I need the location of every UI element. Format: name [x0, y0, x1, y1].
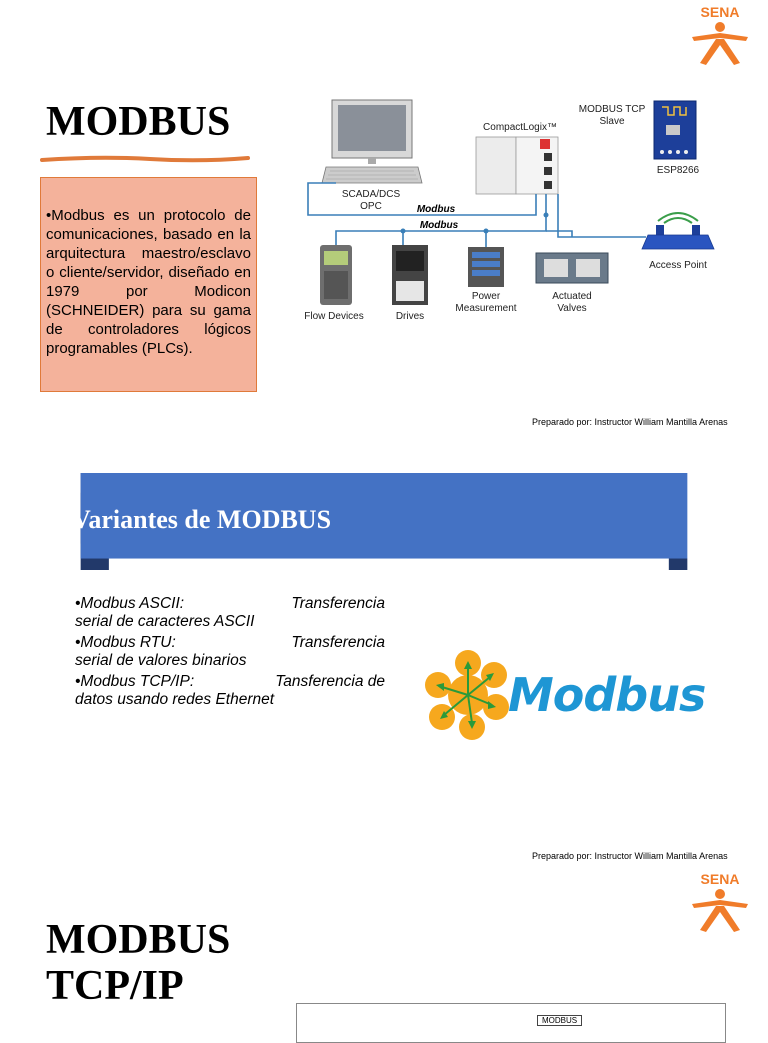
label-power-2: Measurement	[455, 303, 517, 314]
label-modbus-1: Modbus	[416, 204, 456, 215]
actuated-valves-icon	[536, 253, 608, 283]
label-modbus-2: Modbus	[419, 220, 459, 231]
label-compactlogix: CompactLogix™	[483, 122, 557, 133]
variant-rtu	[75, 634, 385, 669]
variant-name: •Modbus TCP/IP:	[75, 673, 195, 690]
modbus-network-diagram	[296, 97, 732, 347]
esp8266-icon	[654, 101, 696, 159]
access-point-icon	[642, 213, 714, 249]
label-esp: ESP8266	[656, 165, 700, 176]
slide3-title-line2: TCP/IP	[46, 963, 184, 1009]
slide1-footer: Preparado por: Instructor William Mantilla Arenas	[532, 417, 728, 427]
variant-desc-rest: serial de caracteres ASCII	[75, 612, 255, 630]
slide3-title-line1: MODBUS	[46, 917, 231, 963]
description-text: •Modbus es un protocolo de comunicaciones, basado en la arquitectura maestro/esclavo o cliente/servidor, diseñado en 1979 por Modicon (SCHNEIDER) para su gama de controladores lógicos programables (PLCs).	[46, 207, 251, 357]
sena-logo-2	[688, 870, 752, 934]
sena-logo-text: SENA	[700, 871, 740, 887]
modbus-logo-word: Modbus	[508, 668, 706, 722]
variant-tcp	[75, 673, 385, 708]
variant-desc-rest: serial de valores binarios	[75, 651, 247, 669]
variant-name: •Modbus ASCII:	[75, 595, 185, 612]
variant-desc-rest: datos usando redes Ethernet	[75, 690, 275, 708]
slide2-footer: Preparado por: Instructor William Mantilla Arenas	[532, 851, 728, 861]
flow-device-icon	[320, 245, 352, 305]
variant-name: •Modbus RTU:	[75, 634, 176, 651]
slide2-title: Variantes de MODBUS	[72, 505, 332, 534]
label-slave: Slave	[599, 116, 625, 127]
label-access-point: Access Point	[649, 260, 707, 271]
label-drives: Drives	[395, 311, 425, 322]
sena-logo-icon	[688, 870, 752, 934]
tcp-diagram-frame	[296, 1003, 726, 1043]
tcp-diagram-tag: MODBUS	[537, 1015, 582, 1026]
label-scada: SCADA/DCS	[341, 189, 401, 200]
label-power-1: Power	[471, 291, 501, 302]
label-valves-2: Valves	[557, 303, 587, 314]
sena-logo	[688, 3, 752, 67]
sena-logo-text: SENA	[700, 4, 740, 20]
computer-icon	[322, 100, 422, 183]
plc-icon	[476, 137, 558, 194]
sena-logo-icon	[688, 3, 752, 67]
label-flow: Flow Devices	[304, 311, 364, 322]
variant-desc: Tansferencia de	[275, 673, 385, 690]
label-opc: OPC	[360, 201, 382, 212]
variant-ascii	[75, 595, 385, 630]
power-meter-icon	[468, 247, 504, 287]
description-box	[40, 177, 257, 392]
variant-desc: Transferencia	[291, 634, 385, 651]
variants-list	[75, 595, 385, 712]
variant-desc: Transferencia	[291, 595, 385, 612]
title-underline	[40, 153, 250, 165]
slide1-title: MODBUS	[46, 99, 231, 145]
label-modbus-tcp: MODBUS TCP	[578, 104, 646, 115]
drive-icon	[392, 245, 428, 305]
label-valves-1: Actuated	[552, 291, 592, 302]
